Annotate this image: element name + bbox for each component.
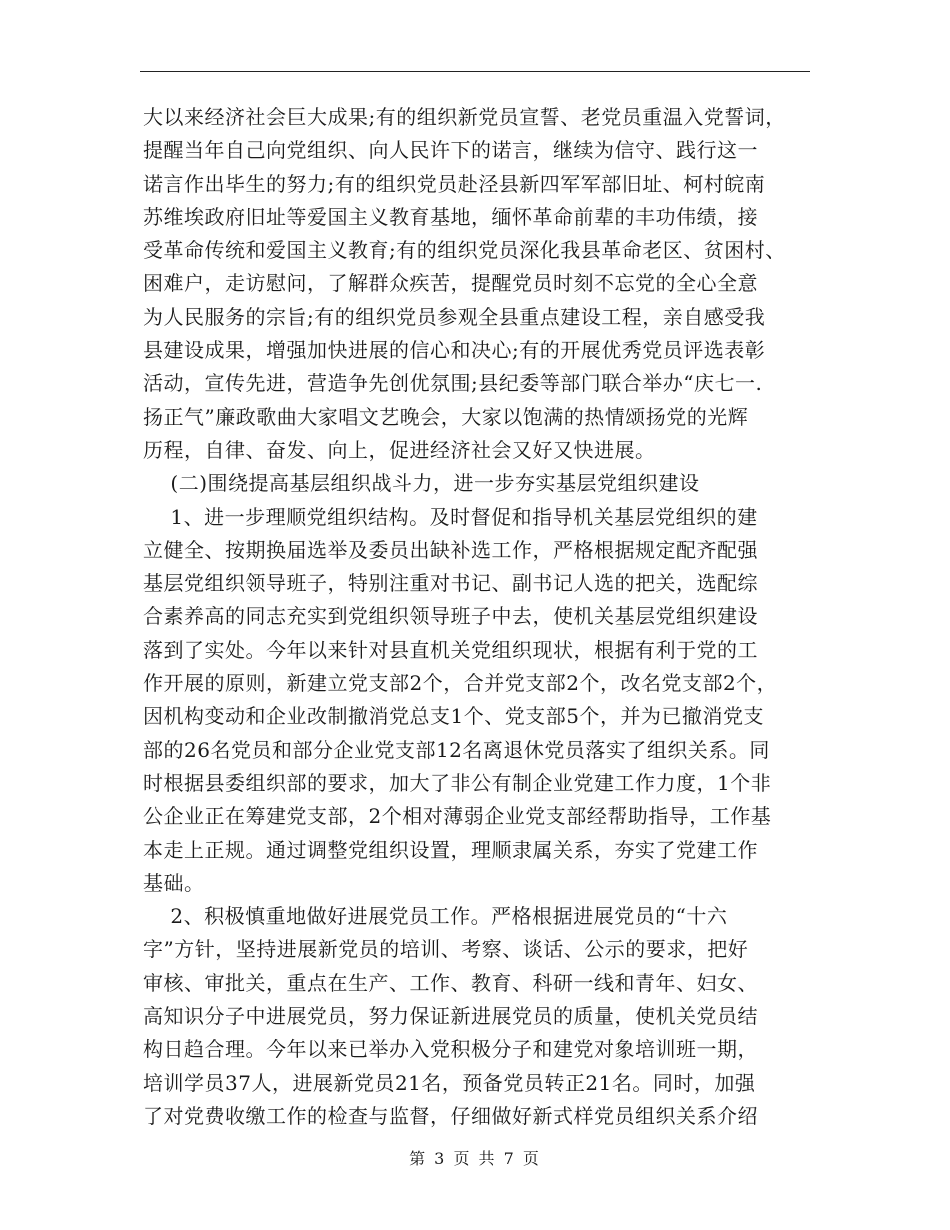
text-line: 县建设成果，增强加快进展的信心和决心;有的开展优秀党员评选表彰 [143, 338, 766, 363]
text-line: 了对党费收缴工作的检查与监督，仔细做好新式样党员组织关系介绍 [143, 1103, 758, 1128]
text-line: 构日趋合理。今年以来已举办入党积极分子和建党对象培训班一期， [143, 1037, 758, 1062]
text-line: 为人民服务的宗旨;有的组织党员参观全县重点建设工程，亲自感受我 [143, 304, 766, 329]
text-line: 基础。 [143, 870, 205, 895]
text-line: 因机构变动和企业改制撤消党总支1个、党支部5个，并为已撤消党支 [143, 704, 764, 729]
text-line: 部的26名党员和部分企业党支部12名离退休党员落实了组织关系。同 [143, 737, 770, 762]
text-line: 落到了实处。今年以来针对县直机关党组织现状，根据有利于党的工 [143, 637, 758, 662]
text-line: 公企业正在筹建党支部，2个相对薄弱企业党支部经帮助指导，工作基 [143, 804, 772, 829]
text-line: 困难户，走访慰问，了解群众疾苦，提醒党员时刻不忘党的全心全意 [143, 271, 758, 296]
text-line: 培训学员37人，进展新党员21名，预备党员转正21名。同时，加强 [143, 1070, 756, 1095]
text-line: 活动，宣传先进，营造争先创优氛围;县纪委等部门联合举办“庆七一. [143, 371, 763, 396]
page-number: 第 3 页 共 7 页 [409, 1149, 541, 1168]
text-line: 扬正气”廉政歌曲大家唱文艺晚会，大家以饱满的热情颂扬党的光辉 [143, 404, 749, 429]
text-line: 作开展的原则，新建立党支部2个，合并党支部2个，改名党支部2个， [143, 671, 778, 696]
body-text [143, 101, 823, 1133]
text-line: 2、积极慎重地做好进展党员工作。严格根据进展党员的“十六 [143, 904, 728, 929]
text-line: 立健全、按期换届选举及委员出缺补选工作，严格根据规定配齐配强 [143, 537, 758, 562]
text-line: 时根据县委组织部的要求，加大了非公有制企业党建工作力度，1个非 [143, 770, 772, 795]
text-line: 诺言作出毕生的努力;有的组织党员赴泾县新四军军部旧址、柯村皖南 [143, 171, 766, 196]
text-line: 受革命传统和爱国主义教育;有的组织党员深化我县革命老区、贫困村、 [143, 238, 786, 263]
section-heading: (二)围绕提高基层组织战斗力，进一步夯实基层党组织建设 [143, 471, 700, 496]
text-line: 苏维埃政府旧址等爱国主义教育基地，缅怀革命前辈的丰功伟绩，接 [143, 204, 758, 229]
text-line: 本走上正规。通过调整党组织设置，理顺隶属关系，夯实了党建工作 [143, 837, 758, 862]
text-line: 基层党组织领导班子，特别注重对书记、副书记人选的把关，选配综 [143, 571, 758, 596]
text-line: 字”方针，坚持进展新党员的培训、考察、谈话、公示的要求，把好 [143, 937, 749, 962]
text-line: 1、进一步理顺党组织结构。及时督促和指导机关基层党组织的建 [143, 504, 758, 529]
text-line: 提醒当年自己向党组织、向人民许下的诺言，继续为信守、践行这一 [143, 138, 758, 163]
text-line: 合素养高的同志充实到党组织领导班子中去，使机关基层党组织建设 [143, 604, 758, 629]
header-rule [140, 71, 810, 72]
text-line: 审核、审批关，重点在生产、工作、教育、科研一线和青年、妇女、 [143, 970, 758, 995]
text-line: 大以来经济社会巨大成果;有的组织新党员宣誓、老党员重温入党誓词， [143, 105, 786, 129]
text-line: 高知识分子中进展党员，努力保证新进展党员的质量，使机关党员结 [143, 1004, 758, 1029]
text-line: 历程，自律、奋发、向上，促进经济社会又好又快进展。 [143, 437, 656, 462]
